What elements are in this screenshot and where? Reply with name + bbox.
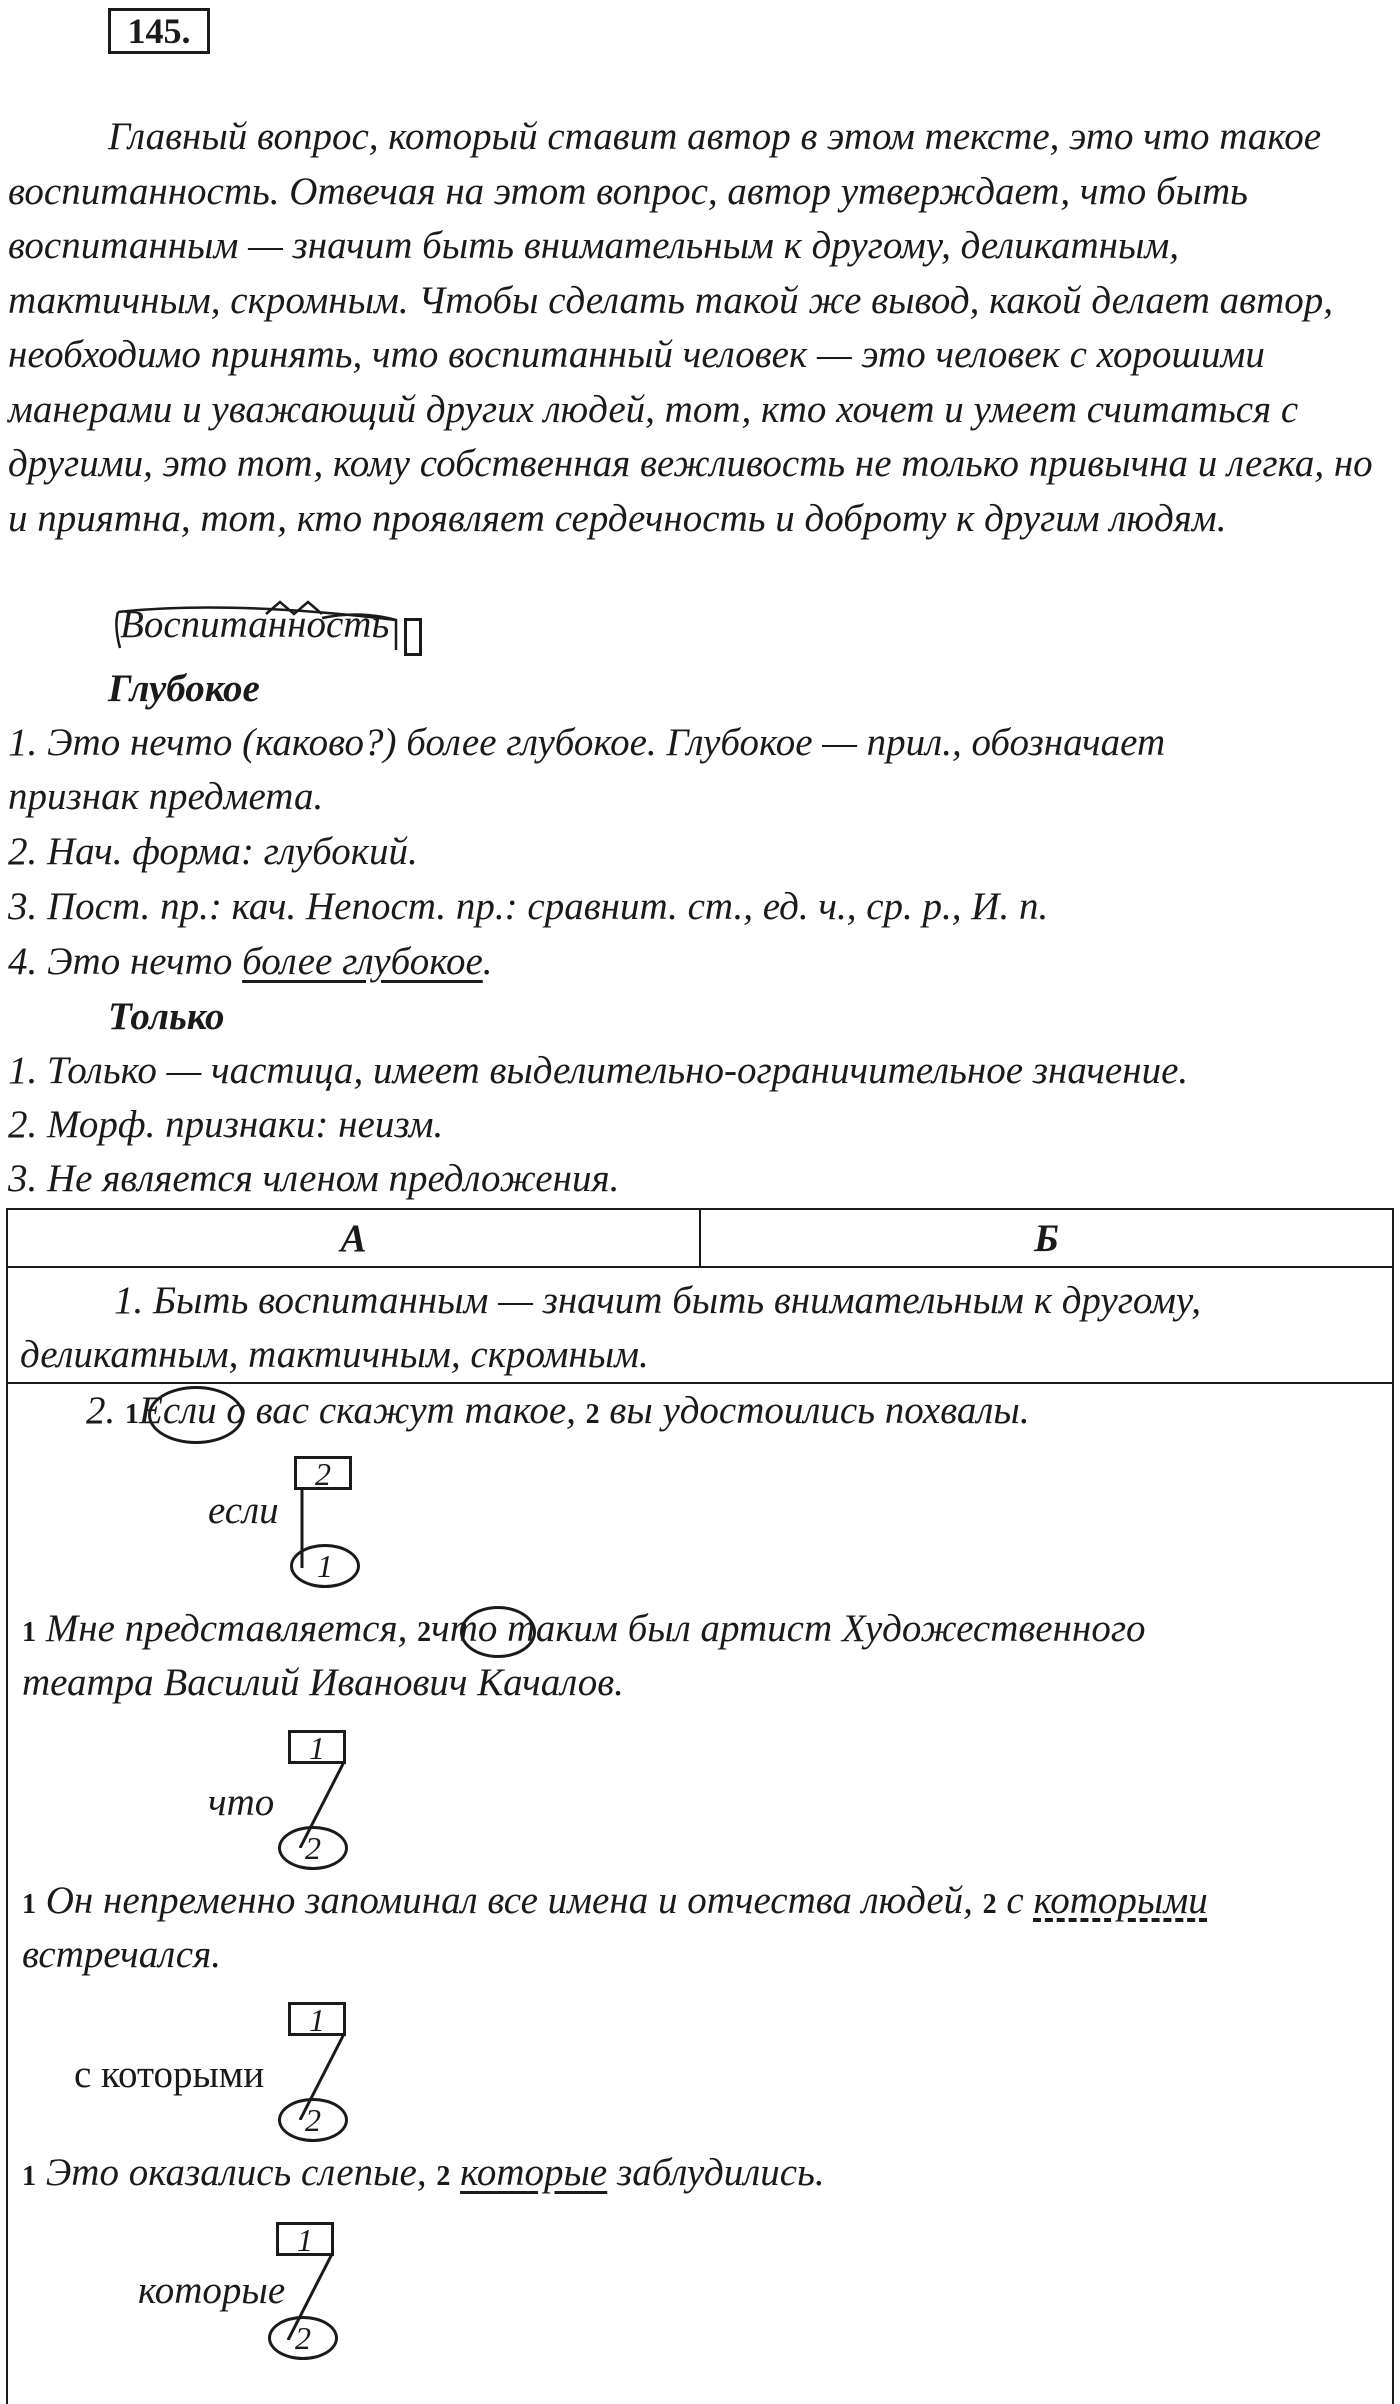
- sentence-3: [22, 1878, 1208, 1923]
- s4-underlined-word: которые: [460, 2151, 608, 2194]
- s1-scheme-box: 2: [294, 1456, 352, 1490]
- s3-part2: с: [996, 1879, 1034, 1922]
- item4-prefix: 4. Это нечто: [8, 940, 243, 983]
- s2-number-1: 1: [22, 1617, 36, 1648]
- row2-content: [8, 1384, 1392, 2404]
- s1-rest1: о вас скажут такое,: [216, 1389, 586, 1432]
- tolko-item1: 1. Только — частица, имеет выделительно-ограничительное значение.: [8, 1049, 1189, 1092]
- sentence-4: [22, 2150, 825, 2195]
- s2-scheme-box: 1: [288, 1730, 346, 1764]
- s4-scheme-circle: 2: [268, 2316, 338, 2360]
- s4-scheme-label: которые: [138, 2269, 286, 2312]
- sentence-2-line2: театра Василий Иванович Качалов.: [22, 1661, 624, 1704]
- s2-number-2: 2: [417, 1617, 432, 1648]
- s2-conj-ellipse: [460, 1606, 536, 1658]
- s2-part1: Мне представляется,: [36, 1607, 418, 1650]
- tolko-item2: 2. Морф. признаки: неизм.: [8, 1103, 444, 1146]
- column-b-header: Б: [700, 1209, 1393, 1267]
- item4-suffix: .: [482, 940, 493, 983]
- s1-number-2: 2: [585, 1399, 600, 1430]
- s3-part1: Он непременно запоминал все имена и отчества людей,: [36, 1879, 983, 1922]
- s4-number-2: 2: [436, 2161, 451, 2192]
- s1-conj-ellipse: [148, 1386, 244, 1444]
- heading-tolko: Только: [108, 995, 225, 1038]
- answer-table: [6, 1208, 1394, 2404]
- s3-scheme-label: с которыми: [74, 2053, 265, 2096]
- tolko-item3: 3. Не является членом предложения.: [8, 1157, 620, 1200]
- s2-conjunction: что: [431, 1607, 498, 1650]
- row1-line2: деликатным, тактичным, скромным.: [20, 1333, 649, 1376]
- s4-part2: заблудились.: [607, 2151, 825, 2194]
- column-a-header: А: [7, 1209, 700, 1267]
- s1-rest2: вы удостоились похвалы.: [599, 1389, 1030, 1432]
- s1-scheme-label: если: [208, 1489, 279, 1532]
- glubokoe-item2: 2. Нач. форма: глубокий.: [8, 830, 418, 873]
- exercise-number: 145.: [108, 8, 210, 54]
- main-paragraph: Главный вопрос, который ставит автор в этом тексте, это что такое воспитанность. Отвечая на этот вопрос, автор утверждает, что быть воспитанным — значит быть внимательным к другому, деликатным, тактичным, скромным. Чтобы сделать такой же вывод, какой делает автор, необходимо принять, что воспитанный человек — это человек с хорошими манерами и уважающий других людей, тот, кто хочет и умеет считаться с другими, это тот, кому собственная вежливость не только привычна и легка, но и приятна, тот, кто проявляет сердечность и доброту к другим людям.: [8, 115, 1373, 540]
- s2-scheme-label: что: [208, 1781, 275, 1824]
- s1-number-1: 1: [125, 1399, 139, 1430]
- sentence-2: [22, 1606, 1146, 1651]
- table-row-2: [7, 1383, 1393, 2404]
- sentence-3-line2: встречался.: [22, 1933, 221, 1976]
- morpheme-marks: [110, 596, 410, 666]
- s2-scheme-circle: 2: [278, 1826, 348, 1870]
- glubokoe-item1: 1. Это нечто (каково?) более глубокое. Глубокое — прил., обозначает: [8, 721, 1166, 764]
- s3-number-1: 1: [22, 1889, 36, 1920]
- s3-dashed-word: которыми: [1033, 1879, 1208, 1922]
- glubokoe-item3: 3. Пост. пр.: кач. Непост. пр.: сравнит. ст., ед. ч., ср. р., И. п.: [8, 885, 1049, 928]
- s4-part1: Это оказались слепые,: [36, 2151, 437, 2194]
- glubokoe-item1-cont: признак предмета.: [8, 775, 324, 818]
- s3-number-2: 2: [982, 1889, 997, 1920]
- s2-part2: таким был артист Художественного: [497, 1607, 1146, 1650]
- morpheme-word: Воспитанность: [120, 603, 390, 646]
- s3-scheme-box: 1: [288, 2002, 346, 2036]
- item4-underlined: более глубокое: [242, 940, 483, 983]
- ending-square: [404, 618, 422, 656]
- s1-prefix: 2.: [86, 1389, 125, 1432]
- row1-line1: 1. Быть воспитанным — значит быть внимательным к другому,: [114, 1279, 1201, 1322]
- glubokoe-item4: [8, 939, 493, 984]
- s1-scheme-circle: 1: [290, 1544, 360, 1588]
- heading-glubokoe: Глубокое: [108, 667, 260, 710]
- s3-scheme-circle: 2: [278, 2098, 348, 2142]
- s4-number-1: 1: [22, 2161, 36, 2192]
- s4-scheme-box: 1: [276, 2222, 334, 2256]
- table-row-1: [7, 1267, 1393, 1383]
- s1-conjunction: Если: [139, 1389, 217, 1432]
